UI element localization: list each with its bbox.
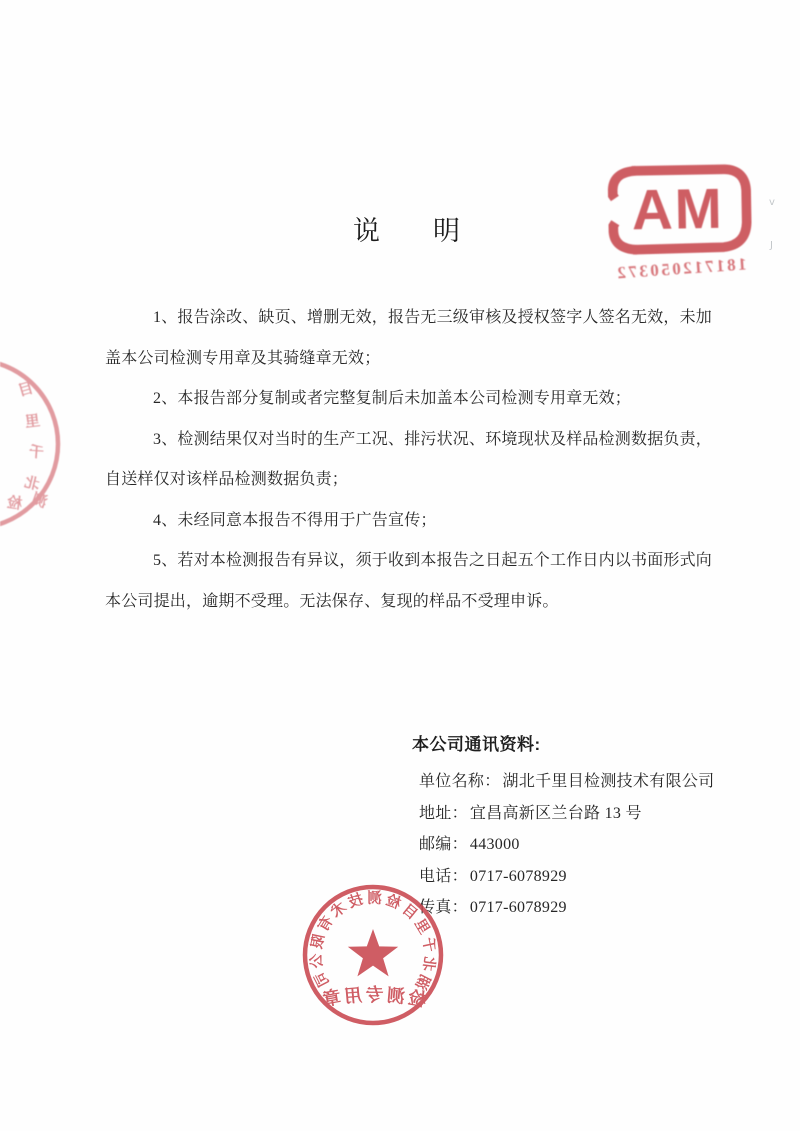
cma-letters: MA (629, 176, 723, 242)
contact-label: 传真： (419, 899, 468, 916)
contact-value: 443000 (469, 836, 520, 853)
left-seal-char: 检 (6, 495, 24, 514)
seal-star-icon (348, 929, 398, 976)
note-item-4: 4、未经同意本报告不得用于广告宣传； (153, 511, 437, 529)
note-item-1: 1、报告涂改、缺页、增删无效，报告无三级审核及授权签字人签名无效，未加盖本公司检测专用章及其骑缝章无效； (105, 309, 713, 367)
left-edge-seal-stamp-icon (0, 352, 72, 537)
contact-heading: 本公司通讯资料: (412, 735, 541, 754)
left-seal-char: 千 (28, 444, 45, 462)
note-item-3: 3、检测结果仅对当时的生产工况、排污状况、环境现状及样品检测数据负责，自送样仅对该样品检测数据负责； (105, 430, 713, 488)
cma-accreditation-stamp-icon (589, 159, 771, 287)
seal-inner-text: 检测专用章 (318, 985, 428, 1011)
cma-logo-icon (603, 160, 757, 260)
company-seal-stamp-icon (297, 879, 449, 1031)
contact-value: 0717-6078929 (469, 899, 567, 916)
title-char-2: 明 (433, 216, 460, 246)
notes-section (105, 298, 717, 622)
left-seal-char: 目 (16, 380, 36, 400)
contact-row-phone (419, 861, 732, 893)
contact-row-address (419, 798, 732, 830)
page-title (353, 218, 460, 245)
left-seal-char: 北 (22, 474, 42, 494)
scan-artifact-mark: v (769, 197, 775, 208)
contact-label: 电话： (419, 867, 468, 885)
cma-certificate-number: 181712050372 (614, 254, 748, 283)
contact-row-fax (419, 892, 732, 924)
contact-label: 邮编： (419, 836, 468, 853)
seal-arc-text: 湖北千里目检测技术有限公司 (308, 890, 438, 992)
contact-label: 单位名称： (419, 773, 501, 790)
note-item-5: 5、若对本检测报告有异议，须于收到本报告之日起五个工作日内以书面形式向本公司提出，逾期不受理。无法保存、复现的样品不受理申诉。 (105, 552, 713, 610)
contact-value: 0717-6078929 (469, 867, 567, 885)
scan-artifact-mark: J (770, 240, 773, 251)
title-char-1: 说 (353, 216, 380, 246)
contact-label: 地址： (419, 804, 468, 822)
contact-value: 宜昌高新区兰台路 13 号 (469, 804, 642, 822)
left-seal-char: 里 (24, 413, 41, 431)
contact-row-zipcode (419, 829, 732, 861)
left-seal-char: 测 (29, 491, 50, 512)
contact-section (412, 730, 732, 924)
contact-value: 湖北千里目检测技术有限公司 (502, 773, 715, 790)
contact-rows (419, 766, 732, 924)
note-item-2: 2、本报告部分复制或者完整复制后未加盖本公司检测专用章无效； (153, 390, 632, 407)
contact-row-company (419, 766, 732, 798)
